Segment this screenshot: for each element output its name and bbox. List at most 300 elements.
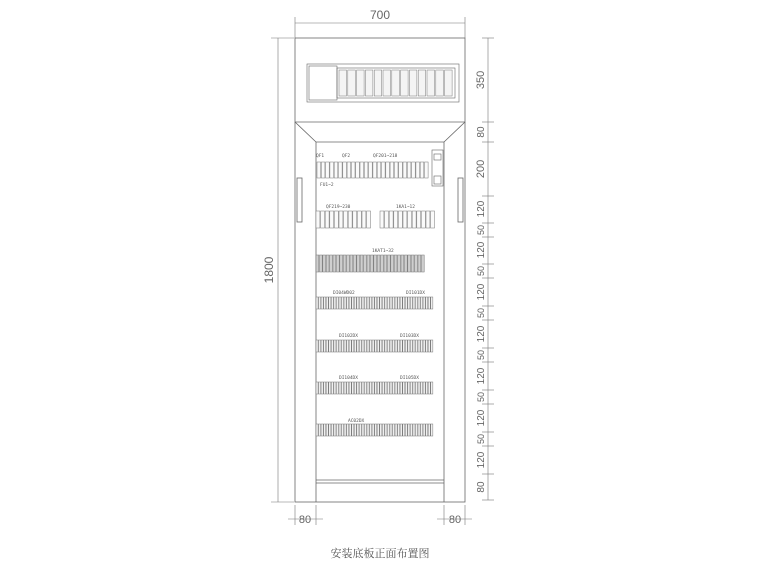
terminal-block: [344, 382, 346, 394]
terminal-row-3: [316, 382, 433, 394]
relay: [417, 211, 421, 228]
circuit-breaker: [348, 211, 352, 228]
terminal-block: [423, 424, 425, 436]
terminal-block: [344, 340, 346, 352]
terminal-block: [357, 382, 359, 394]
terminal-block: [410, 340, 412, 352]
circuit-breaker: [390, 162, 394, 178]
dim-right-6: 50: [476, 265, 486, 277]
label-qf-range2: QF219~230: [326, 205, 351, 210]
terminal-block: [339, 297, 341, 309]
relay: [398, 255, 401, 272]
terminal-block: [349, 382, 351, 394]
terminal-block: [339, 382, 341, 394]
terminal-block: [403, 297, 405, 309]
terminal-block: [344, 297, 346, 309]
label-qf-range: QF201~218: [373, 154, 398, 159]
relay: [330, 255, 333, 272]
terminal-block: [342, 340, 344, 352]
plc-module: [383, 70, 391, 96]
terminal-block: [390, 382, 392, 394]
dim-right-5: 120: [476, 241, 487, 259]
circuit-breaker: [339, 211, 343, 228]
terminal-block: [367, 382, 369, 394]
terminal-block: [415, 297, 417, 309]
terminal-block: [326, 424, 328, 436]
relay: [412, 211, 416, 228]
relay: [319, 255, 322, 272]
terminal-block: [403, 424, 405, 436]
terminal-block: [410, 297, 412, 309]
dim-height: 1800: [262, 256, 276, 284]
dim-right-2: 200: [475, 159, 487, 179]
terminal-block: [426, 382, 428, 394]
circuit-breaker: [316, 211, 320, 228]
relay: [385, 211, 389, 228]
relay: [336, 255, 339, 272]
terminal-block: [316, 297, 318, 309]
terminal-block: [400, 340, 402, 352]
terminal-block: [362, 297, 364, 309]
relay: [431, 211, 435, 228]
terminal-block: [319, 297, 321, 309]
circuit-breaker: [373, 162, 377, 178]
circuit-breaker: [356, 162, 360, 178]
terminal-block: [359, 340, 361, 352]
terminal-block: [387, 424, 389, 436]
relay: [404, 255, 407, 272]
terminal-block: [413, 424, 415, 436]
label-di-1: DI04WD02: [333, 291, 355, 296]
terminal-block: [400, 424, 402, 436]
terminal-block: [372, 424, 374, 436]
dim-left-margin: 80: [298, 514, 312, 526]
circuit-breaker: [394, 162, 398, 178]
terminal-block: [393, 424, 395, 436]
terminal-block: [423, 297, 425, 309]
terminal-block: [336, 297, 338, 309]
relay: [401, 255, 404, 272]
relay: [377, 255, 380, 272]
circuit-breaker: [351, 162, 355, 178]
dim-right-1: 80: [476, 126, 487, 138]
terminal-block: [408, 424, 410, 436]
terminal-block: [347, 340, 349, 352]
terminal-block: [331, 382, 333, 394]
terminal-block: [347, 424, 349, 436]
terminal-block: [324, 382, 326, 394]
terminal-block: [403, 340, 405, 352]
circuit-breaker: [353, 211, 357, 228]
label-di-3: DI102DX: [339, 334, 358, 339]
terminal-block: [354, 382, 356, 394]
plc-module: [357, 70, 365, 96]
terminal-block: [428, 340, 430, 352]
circuit-breaker: [357, 211, 361, 228]
terminal-block: [375, 424, 377, 436]
circuit-breaker: [407, 162, 411, 178]
relay: [408, 211, 412, 228]
relay: [391, 255, 394, 272]
terminal-block: [390, 297, 392, 309]
terminal-block: [393, 382, 395, 394]
dim-right-14: 50: [476, 433, 486, 445]
label-fu: FU1~2: [320, 183, 334, 188]
terminal-block: [321, 340, 323, 352]
dim-right-12: 50: [476, 391, 486, 403]
dim-right-3: 120: [476, 200, 487, 218]
relay: [403, 211, 407, 228]
terminal-block: [339, 340, 341, 352]
plc-module: [418, 70, 426, 96]
terminal-block: [405, 382, 407, 394]
dim-width: 700: [369, 8, 391, 22]
dim-right-margin: 80: [448, 514, 462, 526]
terminal-block: [336, 424, 338, 436]
terminal-block: [324, 340, 326, 352]
terminal-block: [326, 382, 328, 394]
terminal-block: [380, 340, 382, 352]
circuit-breaker: [416, 162, 420, 178]
terminal-block: [426, 297, 428, 309]
terminal-block: [382, 297, 384, 309]
terminal-block: [319, 340, 321, 352]
label-ac: AC02DX: [348, 419, 365, 424]
label-di-6: DI105DX: [400, 376, 419, 381]
circuit-breaker: [369, 162, 373, 178]
terminal-block: [354, 424, 356, 436]
circuit-breaker: [382, 162, 386, 178]
terminal-block: [426, 340, 428, 352]
terminal-block: [319, 382, 321, 394]
terminal-block: [359, 424, 361, 436]
label-di-2: DI101DX: [406, 291, 425, 296]
terminal-block: [382, 424, 384, 436]
terminal-block: [357, 297, 359, 309]
relay: [426, 211, 430, 228]
relay: [398, 211, 402, 228]
terminal-block: [321, 382, 323, 394]
terminal-block: [418, 297, 420, 309]
terminal-block: [390, 424, 392, 436]
dim-right-16: 80: [476, 481, 487, 493]
dim-right-7: 120: [476, 283, 487, 301]
terminal-block: [423, 340, 425, 352]
terminal-block: [326, 340, 328, 352]
terminal-block: [377, 340, 379, 352]
right-dimension-texts: [475, 71, 487, 493]
relay: [370, 255, 373, 272]
terminal-block: [380, 297, 382, 309]
terminal-block: [377, 382, 379, 394]
terminal-block: [395, 424, 397, 436]
terminal-block: [367, 340, 369, 352]
terminal-block: [336, 340, 338, 352]
terminal-block: [393, 340, 395, 352]
terminal-block: [352, 340, 354, 352]
terminal-block: [395, 340, 397, 352]
terminal-block: [367, 297, 369, 309]
circuit-breaker: [399, 162, 403, 178]
terminal-block: [408, 297, 410, 309]
circuit-breaker: [325, 211, 329, 228]
terminal-block: [342, 382, 344, 394]
circuit-breaker: [362, 211, 366, 228]
relay: [389, 211, 393, 228]
terminal-block: [372, 382, 374, 394]
circuit-breaker: [364, 162, 368, 178]
dim-right-4: 50: [476, 224, 486, 236]
dim-right-11: 120: [476, 367, 487, 385]
terminal-block: [415, 340, 417, 352]
terminal-block: [347, 297, 349, 309]
relay: [384, 255, 387, 272]
circuit-breaker: [377, 162, 381, 178]
circuit-breaker: [344, 211, 348, 228]
terminal-block: [359, 297, 361, 309]
relay: [421, 211, 425, 228]
circuit-breaker: [339, 162, 343, 178]
relay: [408, 255, 411, 272]
circuit-breaker: [425, 162, 429, 178]
breaker-row-1: [317, 162, 428, 178]
circuit-breaker: [330, 211, 334, 228]
relay: [411, 255, 414, 272]
terminal-block: [421, 424, 423, 436]
plc-module: [339, 70, 347, 96]
terminal-block: [431, 297, 433, 309]
terminal-block: [421, 297, 423, 309]
terminal-block: [405, 424, 407, 436]
terminal-block: [405, 297, 407, 309]
terminal-block: [375, 297, 377, 309]
dim-right-8: 50: [476, 307, 486, 319]
terminal-block: [421, 382, 423, 394]
terminal-block: [408, 340, 410, 352]
terminal-block: [428, 297, 430, 309]
terminal-block: [339, 424, 341, 436]
dim-right-9: 120: [476, 325, 487, 343]
dim-right-0: 350: [475, 70, 487, 90]
terminal-block: [352, 297, 354, 309]
circuit-breaker: [347, 162, 351, 178]
terminal-block: [342, 424, 344, 436]
terminal-block: [385, 424, 387, 436]
terminal-block: [357, 424, 359, 436]
terminal-block: [387, 382, 389, 394]
terminal-block: [354, 340, 356, 352]
terminal-block: [362, 382, 364, 394]
terminal-block: [395, 382, 397, 394]
circuit-breaker: [386, 162, 390, 178]
terminal-block: [326, 297, 328, 309]
terminal-block: [382, 340, 384, 352]
terminal-block: [423, 382, 425, 394]
terminal-box: [432, 150, 443, 186]
terminal-block: [385, 382, 387, 394]
terminal-block: [329, 424, 331, 436]
terminal-block: [354, 297, 356, 309]
relay: [381, 255, 384, 272]
terminal-block: [362, 424, 364, 436]
terminal-block: [344, 424, 346, 436]
terminal-block: [329, 340, 331, 352]
relay-row: [316, 255, 424, 272]
circuit-breaker: [403, 162, 407, 178]
plc-module: [401, 70, 409, 96]
circuit-breaker: [343, 162, 347, 178]
relay: [316, 255, 319, 272]
terminal-block: [336, 382, 338, 394]
relay: [415, 255, 418, 272]
terminal-block: [413, 340, 415, 352]
relay: [326, 255, 329, 272]
relay: [333, 255, 336, 272]
relay: [323, 255, 326, 272]
relay: [364, 255, 367, 272]
relay: [374, 255, 377, 272]
terminal-row-1: [316, 297, 433, 309]
plc-module: [365, 70, 373, 96]
label-di-5: DI104DX: [339, 376, 358, 381]
terminal-block: [357, 340, 359, 352]
plc-module: [392, 70, 400, 96]
terminal-block: [364, 382, 366, 394]
terminal-block: [319, 424, 321, 436]
terminal-block: [431, 382, 433, 394]
circuit-breaker: [334, 211, 338, 228]
terminal-block: [385, 297, 387, 309]
circuit-breaker: [367, 211, 371, 228]
terminal-block: [405, 340, 407, 352]
terminal-block: [372, 340, 374, 352]
terminal-block: [387, 297, 389, 309]
terminal-block: [321, 424, 323, 436]
terminal-block: [375, 382, 377, 394]
terminal-block: [377, 297, 379, 309]
plc-module: [374, 70, 382, 96]
terminal-block: [400, 382, 402, 394]
terminal-block: [415, 382, 417, 394]
terminal-block: [334, 340, 336, 352]
terminal-block: [316, 340, 318, 352]
terminal-block: [334, 382, 336, 394]
terminal-block: [367, 424, 369, 436]
terminal-block: [347, 382, 349, 394]
relay: [394, 255, 397, 272]
label-kat-range: 1KAT1~32: [372, 249, 394, 254]
terminal-block: [418, 382, 420, 394]
terminal-block: [428, 424, 430, 436]
terminal-block: [364, 297, 366, 309]
terminal-block: [398, 382, 400, 394]
terminal-block: [398, 424, 400, 436]
terminal-block: [403, 382, 405, 394]
dim-right-15: 120: [476, 451, 487, 469]
terminal-block: [418, 340, 420, 352]
plc-module: [445, 70, 453, 96]
circuit-breaker: [330, 162, 334, 178]
circuit-breaker: [420, 162, 424, 178]
breaker-row-2: [316, 211, 435, 228]
relay: [418, 255, 421, 272]
terminal-block: [413, 382, 415, 394]
terminal-block: [408, 382, 410, 394]
terminal-block: [382, 382, 384, 394]
relay: [387, 255, 390, 272]
relay: [350, 255, 353, 272]
terminal-block: [398, 340, 400, 352]
terminal-block: [372, 297, 374, 309]
terminal-block: [331, 424, 333, 436]
terminal-block: [359, 382, 361, 394]
relay: [347, 255, 350, 272]
terminal-block: [375, 340, 377, 352]
terminal-block: [377, 424, 379, 436]
relay: [360, 255, 363, 272]
terminal-block: [331, 340, 333, 352]
terminal-block: [342, 297, 344, 309]
plc-module: [409, 70, 417, 96]
plc-modules: [339, 70, 452, 96]
terminal-block: [370, 382, 372, 394]
relay: [353, 255, 356, 272]
terminal-row-2: [316, 340, 433, 352]
terminal-block: [349, 297, 351, 309]
circuit-breaker: [321, 211, 325, 228]
terminal-block: [390, 340, 392, 352]
terminal-block: [334, 297, 336, 309]
circuit-breaker: [334, 162, 338, 178]
terminal-block: [331, 297, 333, 309]
terminal-block: [329, 382, 331, 394]
circuit-breaker: [321, 162, 325, 178]
relay: [343, 255, 346, 272]
terminal-block: [431, 340, 433, 352]
terminal-block: [400, 297, 402, 309]
terminal-block: [380, 424, 382, 436]
relay: [340, 255, 343, 272]
drawing-caption: 安装底板正面布置图: [330, 547, 430, 560]
relay: [367, 255, 370, 272]
terminal-block: [370, 424, 372, 436]
label-qf2: QF2: [342, 154, 351, 159]
terminal-block: [364, 340, 366, 352]
terminal-block: [395, 297, 397, 309]
dim-right-10: 50: [476, 349, 486, 361]
terminal-block: [415, 424, 417, 436]
terminal-block: [413, 297, 415, 309]
terminal-block: [349, 424, 351, 436]
terminal-block: [398, 297, 400, 309]
terminal-block: [393, 297, 395, 309]
terminal-block: [316, 424, 318, 436]
relay: [380, 211, 384, 228]
label-ka-range: 1KA1~12: [396, 205, 415, 210]
relay: [357, 255, 360, 272]
circuit-breaker: [326, 162, 330, 178]
terminal-row-4: [316, 424, 433, 436]
terminal-block: [364, 424, 366, 436]
terminal-block: [410, 424, 412, 436]
terminal-block: [428, 382, 430, 394]
terminal-block: [349, 340, 351, 352]
terminal-block: [418, 424, 420, 436]
terminal-block: [370, 297, 372, 309]
plc-module: [348, 70, 356, 96]
label-qf1: QF1: [316, 154, 325, 159]
terminal-block: [329, 297, 331, 309]
